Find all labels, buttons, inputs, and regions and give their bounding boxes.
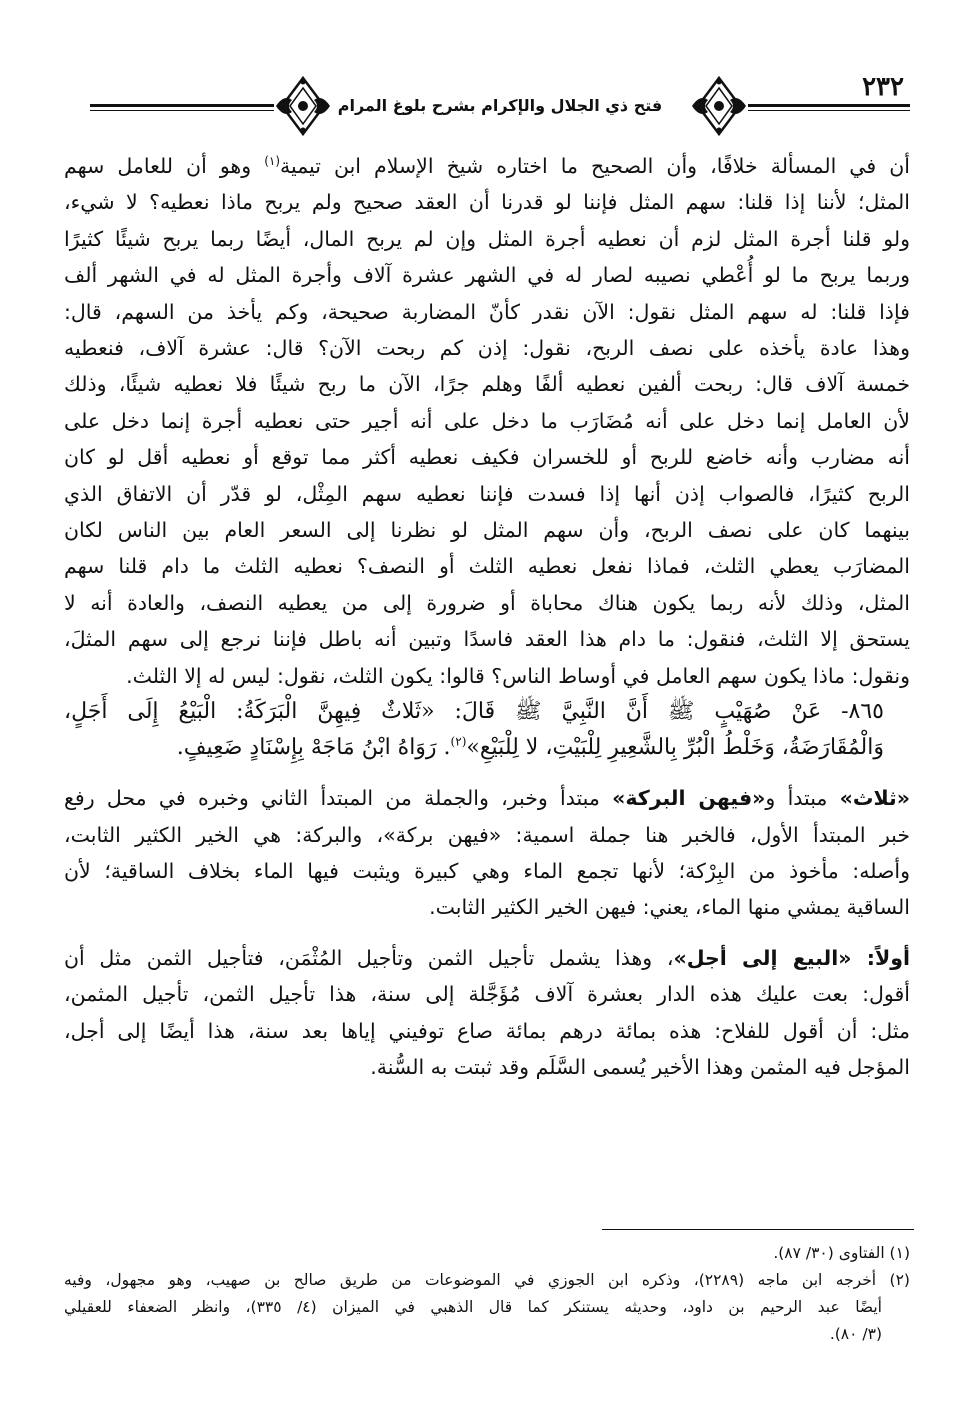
text-line: ونقول: ماذا يكون سهم العامل في أوساط الناس؟ قالوا: يكون الثلث، نقول: ليس له إلا الثلث. xyxy=(126,663,910,688)
text-line: يستحق إلا الثلث، فنقول: ما دام هذا العقد فاسدًا وتبين أنه باطل فإننا نرجع إلى سهم المثلَ، xyxy=(64,627,910,652)
ornament-right-icon xyxy=(690,74,748,138)
book-title: فتح ذي الجلال والإكرام بشرح بلوغ المرام xyxy=(337,96,663,115)
ornament-left-icon xyxy=(274,74,332,138)
text-line: المثل؛ لأننا إذا قلنا: سهم المثل فإننا لو قدرنا أن العقد صحيح ولم يربح ماذا نعطيه؟ لا شيء، xyxy=(64,190,910,215)
text-line: وهذا عادة يأخذه على نصف الربح، نقول: إذن كم ربحت الآن؟ قال: عشرة آلاف، فنعطيه xyxy=(64,336,910,361)
footnote-separator xyxy=(602,1229,914,1230)
text-line: الساقية يمشي منها الماء، يعني: فيهن الخير الكثير الثابت. xyxy=(429,895,910,920)
footnote-2-cont: أيضًا عبد الرحيم بن داود، وحديثه يستنكر كما قال الذهبي في الميزان (٤/ ٣٣٥)، وانظر الضعفاء للعقيلي xyxy=(64,1298,882,1316)
page-header xyxy=(90,70,910,150)
text-line: خمسة آلاف قال: ربحت ألفين نعطيه ألفًا وهلم جرًا، الآن ما ربح شيئًا فلا نعطيه شيئًا، وذلك xyxy=(64,372,910,397)
text-span: مبتدأ وخبر، والجملة من المبتدأ الثاني وخبره في محل رفع xyxy=(64,786,613,811)
footnote-ref: (١) xyxy=(264,154,281,169)
text-line: وربما يربح ما لو أُعْطي نصيبه لصار له في الشهر عشرة آلاف وأجرة المثل له في الشهر ألف xyxy=(64,263,910,288)
spacer xyxy=(64,766,910,780)
text-line: أقول: بعت عليك هذه الدار بعشرة آلاف مُؤَجَّلة إلى سنة، هذا تأجيل الثمن، تأجيل المثمن، xyxy=(64,982,910,1007)
text-span: ، وهذا يشمل تأجيل الثمن وتأجيل المُثْمَن، فتأجيل الثمن مثل أن xyxy=(64,945,674,970)
keyword: أولاً: «البيع إلى أجل» xyxy=(673,945,910,970)
text-line: أنه مضارب وأنه خاضع للربح أو للخسران فكيف نعطيه أكثر مما توقع أو نعطيه أقل لو كان xyxy=(64,445,910,470)
footnotes xyxy=(64,1240,910,1348)
footnote-1: (١) الفتاوى (٣٠/ ٨٧). xyxy=(773,1244,910,1262)
footnote-ref: (٢) xyxy=(450,734,467,749)
text-line xyxy=(64,940,910,976)
keyword: «ثلاث» xyxy=(839,786,910,811)
footnote-2: (٢) أخرجه ابن ماجه (٢٢٨٩)، وذكره ابن الجوزي في الموضوعات من طريق صالح بن صهيب، وهو مجهول، وفيه xyxy=(64,1271,910,1289)
hadith-line xyxy=(64,730,910,766)
keyword: «فيهن البركة» xyxy=(612,786,766,811)
text-span: وهو أن للعامل سهم xyxy=(64,154,265,178)
text-line: المثل، وذلك لأنه ربما يكون هناك محاباة أو ضرورة إلى من يعطيه النصف، والعادة أنه لا xyxy=(64,590,910,615)
text-line: خبر المبتدأ الأول، فالخبر هنا جملة اسمية: «فيهن بركة»، والبركة: هي الخير الكثير الثابت، xyxy=(64,822,910,847)
page-body xyxy=(64,148,910,1085)
text-line: ولو قلنا أجرة المثل لزم أن نعطيه أجرة المثل وإن لم يربح المال، أيضًا ربما يربح شيئًا كثيرًا xyxy=(64,226,910,251)
text-span: أن في المسألة خلافًا، وأن الصحيح ما اختاره شيخ الإسلام ابن تيمية xyxy=(280,154,910,178)
text-line: وأصله: مأخوذ من البِرْكة؛ لأنها تجمع الماء وهي كبيرة ويثبت فيها الماء بخلاف الساقية؛ لأن xyxy=(64,858,910,883)
text-line: المضارَب يعطي الثلث، فماذا نفعل نعطيه الثلث أو النصف؟ نعطيه الثلث ما دام قلنا سهم xyxy=(64,554,910,579)
text-line: فإذا قلنا: له سهم المثل نقول: الآن نقدر كأنّ المضاربة صحيحة، وكم يأخذ من السهم، قال: xyxy=(64,299,910,324)
text-line: لأن العامل إنما دخل على أنه مُضَارَب ما دخل على أنه أجير حتى نعطيه أجرة إنما دخل على xyxy=(64,408,910,433)
hadith-span: . رَوَاهُ ابْنُ مَاجَهْ بِإِسْنَادٍ ضَعِيفٍ. xyxy=(176,735,451,761)
text-line: مثل: أن أقول للفلاح: هذه بمائة درهم بمائة صاع توفيني إياها بعد سنة، هذا أيضًا إلى أجل، xyxy=(64,1018,910,1043)
header-title-box xyxy=(310,80,690,132)
text-line xyxy=(64,780,910,816)
page-number: ٢٣٢ xyxy=(856,72,910,102)
text-line: المؤجل فيه المثمن وهذا الأخير يُسمى السَّلَم وقد ثبتت به السُّنة. xyxy=(370,1054,910,1079)
text-line xyxy=(64,148,910,184)
footnote-2-cont: (٣/ ٨٠). xyxy=(829,1325,882,1343)
hadith-span: وَالْمُقَارَضَةُ، وَخَلْطُ الْبُرِّ بِالشَّعِيرِ لِلْبَيْتِ، لا لِلْبَيْعِ» xyxy=(466,735,884,761)
text-line: بينهما كان على نصف الربح، وأن سهم المثل لو نظرنا إلى السعر العام بين الناس لكان xyxy=(64,518,910,543)
hadith-line: ٨٦٥- عَنْ صُهَيْبٍ ﷺ أَنَّ النَّبِيَّ ﷺ قَالَ: «ثَلاثٌ فِيهِنَّ الْبَرَكَةُ: الْبَيْعُ إِلَى أَجَلٍ، xyxy=(64,699,884,725)
text-line: الربح كثيرًا، فالصواب إذن أنها إذا فسدت فإننا نعطيه سهم المِثْل، لو قدّر أن الاتفاق الذي xyxy=(64,481,910,506)
spacer xyxy=(64,926,910,940)
text-span: مبتدأ و xyxy=(765,786,840,811)
